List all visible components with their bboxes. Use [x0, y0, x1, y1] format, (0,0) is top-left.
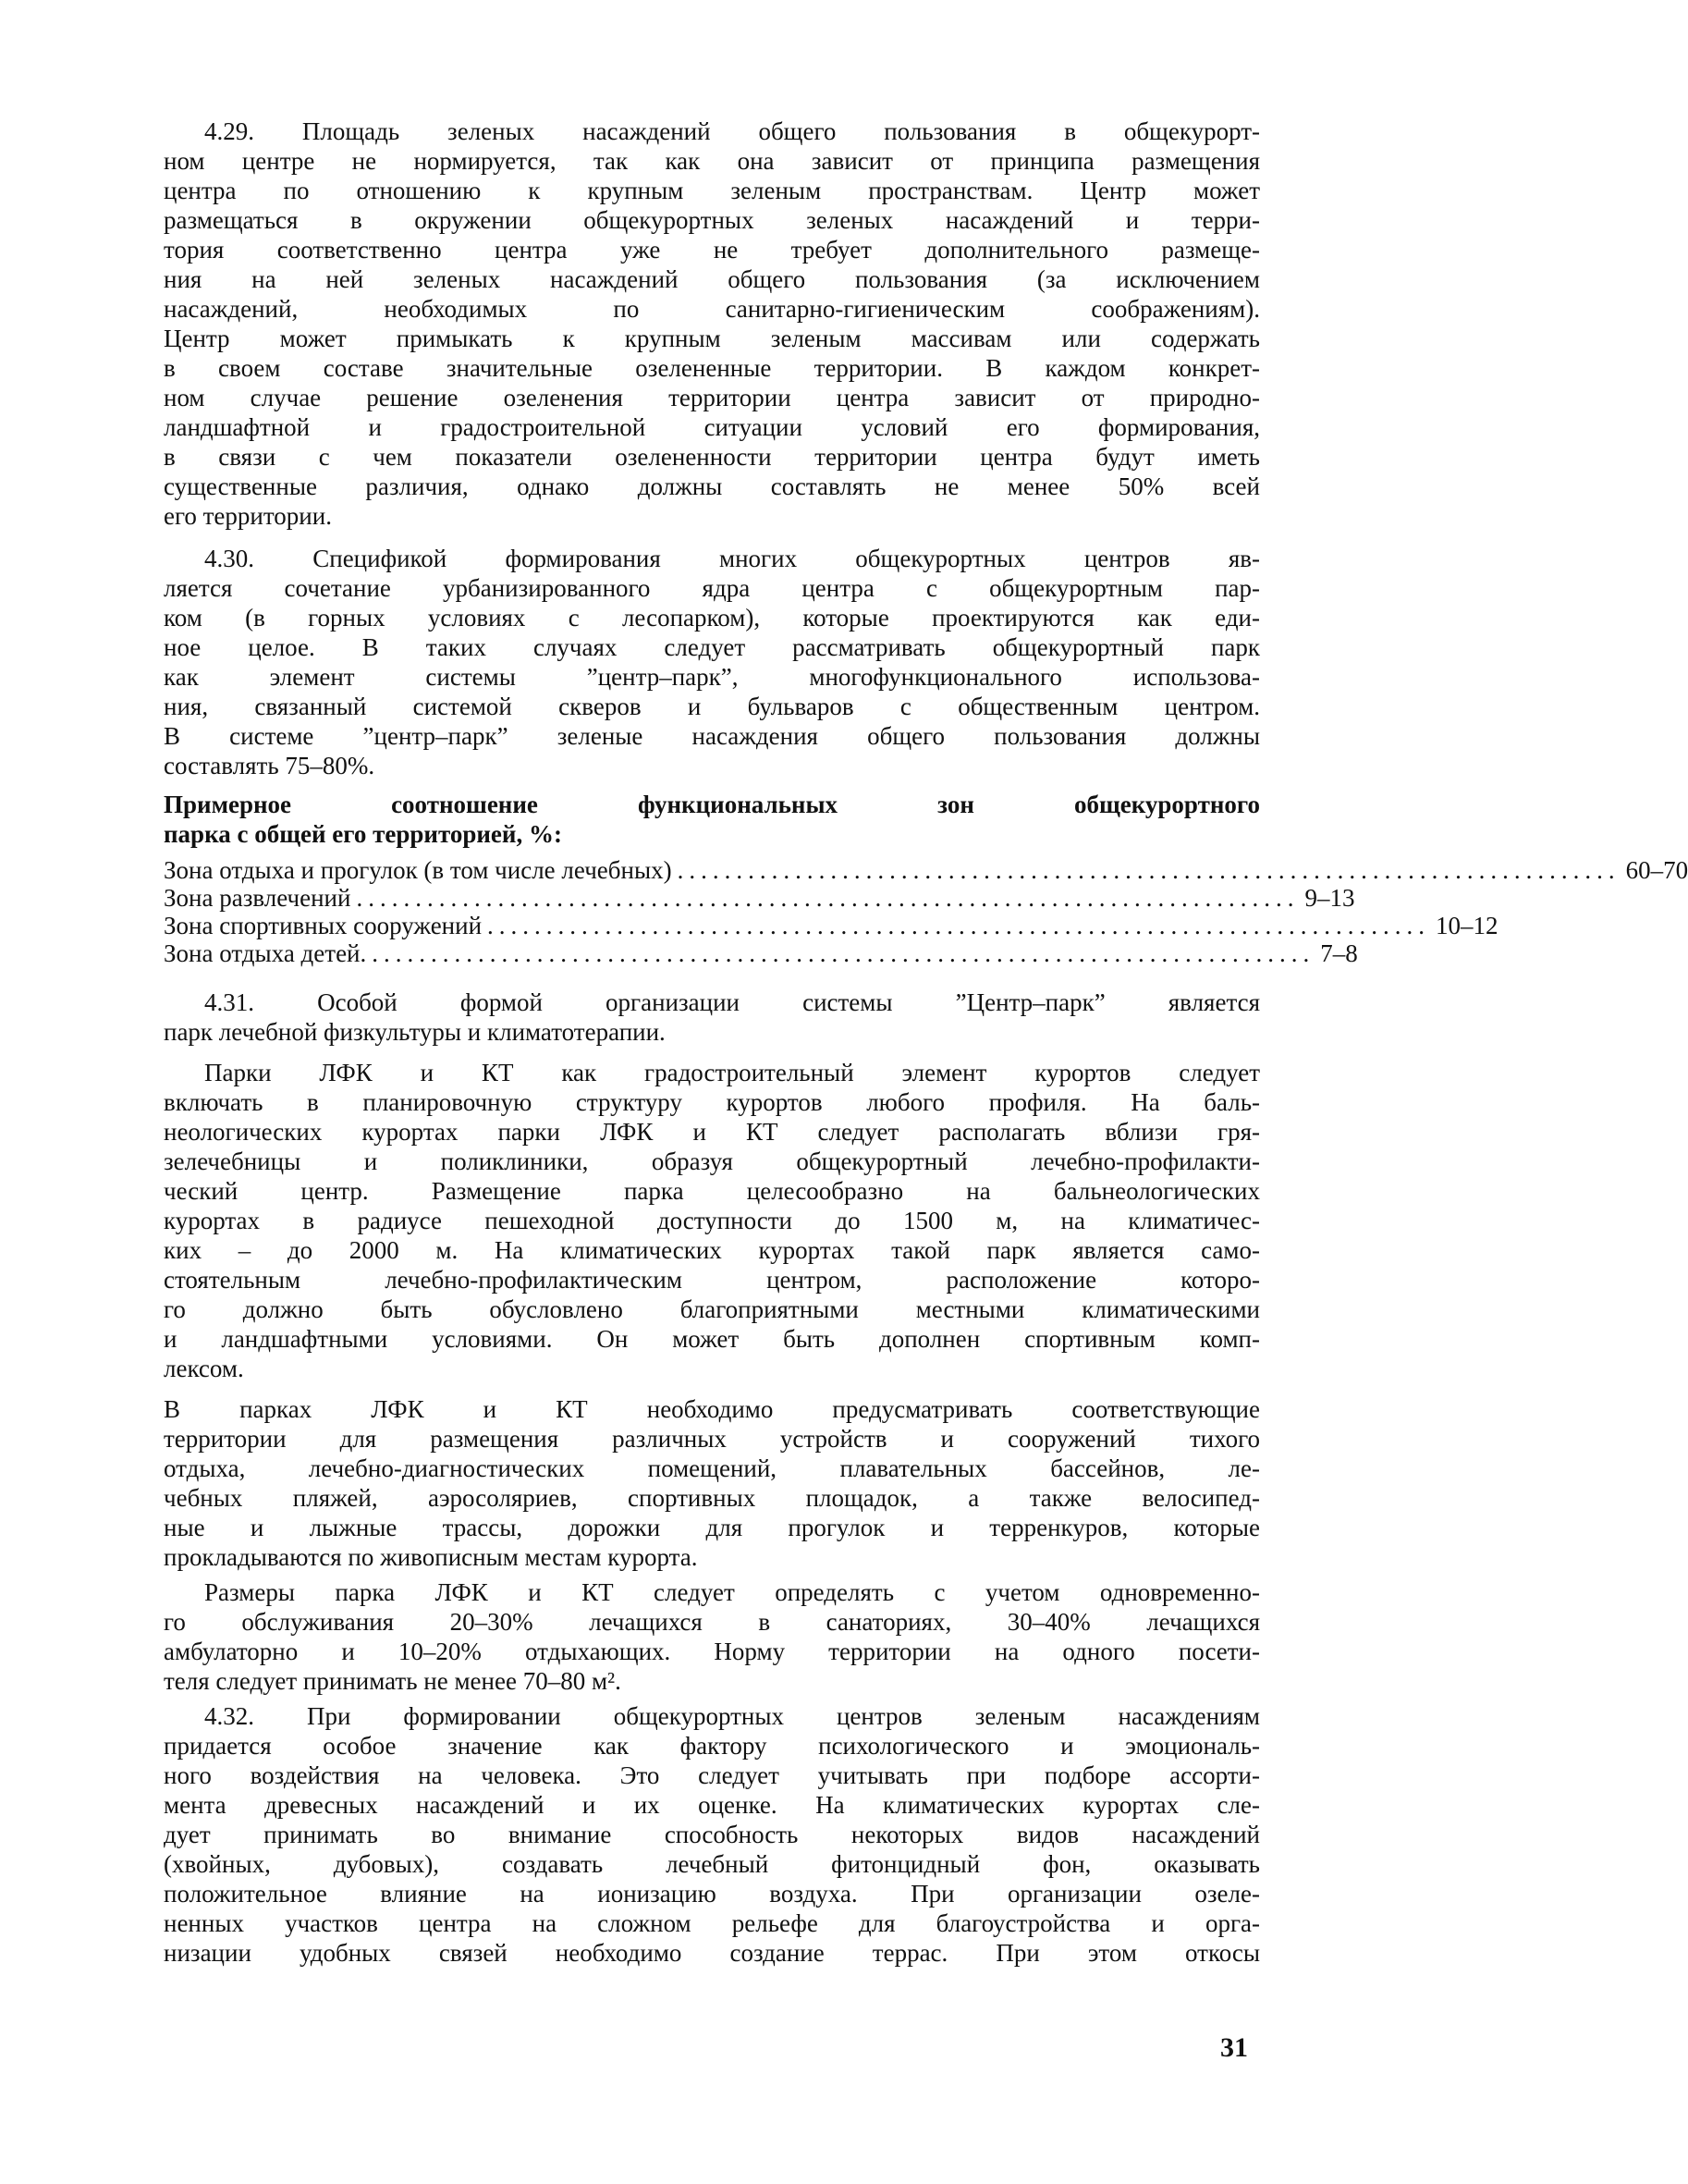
document-body [164, 117, 1688, 1968]
text-line [164, 1607, 1260, 1637]
text-line-content: территории для размещения различных устройств и сооружений тихого [164, 1425, 1260, 1453]
text-line [164, 1513, 1260, 1542]
text-line-content: 4.29. Площадь зеленых насаждений общего пользования в общекурорт- [204, 117, 1260, 145]
text-line-content: курортах в радиусе пешеходной доступности до 1500 м, на климатичес- [164, 1207, 1260, 1234]
text-line-content: его территории. [164, 502, 332, 530]
text-line-content: ком (в горных условиях с лесопарком), которые проектируются как еди- [164, 604, 1260, 632]
text-line [164, 819, 1260, 849]
text-line-content: зелечебницы и поликлиники, образуя общекурортный лечебно-профилакти- [164, 1147, 1260, 1175]
text-line-content: насаждений, необходимых по санитарно-гигиеническим соображениям). [164, 295, 1260, 323]
zone-percentage: 7–8 [1320, 939, 1358, 967]
text-line-content: ненных участков центра на сложном рельефе для благоустройства и орга- [164, 1909, 1260, 1937]
text-line-content: включать в планировочную структуру курортов любого профиля. На баль- [164, 1088, 1260, 1116]
text-line [164, 1761, 1260, 1790]
zone-label: Зона отдыха детей. [164, 939, 367, 967]
section-4-31 [164, 988, 1260, 1047]
text-line-content: чебных пляжей, аэросоляриев, спортивных площадок, а также велосипед- [164, 1484, 1260, 1512]
text-line-content: в своем составе значительные озелененные территории. В каждом конкрет- [164, 354, 1260, 382]
text-line-content: ких – до 2000 м. На климатических курортах такой парк является само- [164, 1236, 1260, 1264]
section-4-32 [164, 1701, 1260, 1968]
text-line-content: ное целое. В таких случаях следует рассматривать общекурортный парк [164, 633, 1260, 661]
text-line [164, 1394, 1260, 1424]
text-line-content: придается особое значение как фактору психологического и эмоциональ- [164, 1732, 1260, 1760]
text-line [164, 1424, 1260, 1454]
text-line [164, 603, 1260, 632]
text-line [164, 1820, 1260, 1849]
zone-percentage: 10–12 [1436, 912, 1498, 939]
section-4-29 [164, 117, 1260, 531]
text-line [164, 1542, 1260, 1572]
text-line-content: составлять 75–80%. [164, 752, 375, 779]
text-line [164, 721, 1260, 751]
section-4-30 [164, 544, 1260, 780]
text-line-content: как элемент системы ”центр–парк”, многофункционального использова- [164, 663, 1260, 691]
text-line-content: центра по отношению к крупным зеленым пространствам. Центр может [164, 177, 1260, 204]
text-line-content: лексом. [164, 1355, 244, 1382]
text-line-content: положительное влияние на ионизацию воздуха. При организации озеле- [164, 1880, 1260, 1908]
text-line [164, 1176, 1260, 1206]
zones-table-row [164, 939, 1358, 967]
dot-leader: ................................................................................ [356, 884, 1300, 912]
text-line-content: размещаться в окружении общекурортных зеленых насаждений и терри- [164, 206, 1260, 234]
text-line-content: низации удобных связей необходимо создание террас. При этом откосы [164, 1939, 1260, 1967]
text-line [164, 442, 1260, 472]
text-line-content: ном случае решение озеленения территории центра зависит от природно- [164, 384, 1260, 411]
text-line [164, 988, 1260, 1017]
text-line-content: В системе ”центр–парк” зеленые насаждения общего пользования должны [164, 722, 1260, 750]
zone-label: Зона отдыха и прогулок (в том числе лечебных) [164, 856, 672, 884]
text-line-content: Примерное соотношение функциональных зон общекурортного [164, 791, 1260, 818]
table-heading [164, 790, 1260, 849]
text-line-content: В парках ЛФК и КТ необходимо предусматривать соответствующие [164, 1395, 1260, 1423]
text-line-content: 4.32. При формировании общекурортных центров зеленым насаждениям [204, 1702, 1260, 1730]
text-line [164, 1790, 1260, 1820]
text-line [164, 1354, 1260, 1383]
text-line [164, 1324, 1260, 1354]
text-line [164, 383, 1260, 412]
zones-table-row [164, 856, 1688, 884]
text-line [164, 412, 1260, 442]
text-line [164, 294, 1260, 324]
paragraph-lfk-parks [164, 1058, 1260, 1383]
text-line-content: дует принимать во внимание способность некоторых видов насаждений [164, 1821, 1260, 1848]
text-line [164, 692, 1260, 721]
text-line [164, 117, 1260, 146]
text-line-content: парк лечебной физкультуры и климатотерапии. [164, 1018, 666, 1046]
text-line [164, 1454, 1260, 1483]
text-line-content: ного воздействия на человека. Это следует учитывать при подборе ассорти- [164, 1761, 1260, 1789]
text-line [164, 1294, 1260, 1324]
text-line [164, 1147, 1260, 1176]
text-line [164, 662, 1260, 692]
text-line [164, 1017, 1260, 1047]
text-line-content: амбулаторно и 10–20% отдыхающих. Норму территории на одного посети- [164, 1638, 1260, 1665]
text-line [164, 1087, 1260, 1117]
text-line [164, 1265, 1260, 1294]
text-line-content: существенные различия, однако должны составлять не менее 50% всей [164, 472, 1260, 500]
zones-table-row [164, 912, 1498, 939]
text-line [164, 1637, 1260, 1666]
text-line-content: ландшафтной и градостроительной ситуации условий его формирования, [164, 413, 1260, 441]
text-line-content: теля следует принимать не менее 70–80 м². [164, 1667, 621, 1695]
text-line [164, 790, 1260, 819]
text-line [164, 353, 1260, 383]
dot-leader: ................................................................................ [677, 856, 1621, 884]
text-line-content: Размеры парка ЛФК и КТ следует определять с учетом одновременно- [204, 1578, 1260, 1606]
text-line [164, 1879, 1260, 1908]
dot-leader: ................................................................................ [487, 912, 1431, 939]
text-line-content: ческий центр. Размещение парка целесообразно на бальнеологических [164, 1177, 1260, 1205]
text-line [164, 264, 1260, 294]
text-line-content: прокладываются по живописным местам курорта. [164, 1543, 698, 1571]
text-line [164, 176, 1260, 205]
text-line-content: ния, связанный системой скверов и бульваров с общественным центром. [164, 693, 1260, 720]
text-line [164, 205, 1260, 235]
paragraph-lfk-territories [164, 1394, 1260, 1572]
text-line-content: го обслуживания 20–30% лечащихся в санаториях, 30–40% лечащихся [164, 1608, 1260, 1636]
zones-table-row [164, 884, 1355, 912]
text-line-content: парка с общей его территорией, %: [164, 820, 562, 848]
text-line-content: 4.31. Особой формой организации системы ”Центр–парк” является [204, 988, 1260, 1016]
zones-table [164, 856, 1688, 967]
text-line-content: (хвойных, дубовых), создавать лечебный фитонцидный фон, оказывать [164, 1850, 1260, 1878]
text-line-content: мента древесных насаждений и их оценке. На климатических курортах сле- [164, 1791, 1260, 1819]
page-number: 31 [1220, 2032, 1248, 2063]
zone-label: Зона спортивных сооружений [164, 912, 483, 939]
text-line-content: го должно быть обусловлено благоприятными местными климатическими [164, 1295, 1260, 1323]
text-line [164, 1235, 1260, 1265]
zone-percentage: 9–13 [1304, 884, 1355, 912]
text-line [164, 1058, 1260, 1087]
text-line [164, 1938, 1260, 1968]
text-line-content: ния на ней зеленых насаждений общего пользования (за исключением [164, 265, 1260, 293]
text-line-content: и ландшафтными условиями. Он может быть дополнен спортивным комп- [164, 1325, 1260, 1353]
text-line-content: ном центре не нормируется, так как она зависит от принципа размещения [164, 147, 1260, 175]
text-line [164, 501, 1260, 531]
text-line [164, 1483, 1260, 1513]
text-line [164, 324, 1260, 353]
text-line [164, 1731, 1260, 1761]
text-line-content: в связи с чем показатели озелененности территории центра будут иметь [164, 443, 1260, 471]
text-line-content: ные и лыжные трассы, дорожки для прогулок и терренкуров, которые [164, 1514, 1260, 1541]
text-line [164, 1117, 1260, 1147]
text-line-content: стоятельным лечебно-профилактическим центром, расположение которо- [164, 1266, 1260, 1294]
text-line [164, 632, 1260, 662]
text-line-content: ляется сочетание урбанизированного ядра центра с общекурортным пар- [164, 574, 1260, 602]
text-line-content: 4.30. Спецификой формирования многих общекурортных центров яв- [204, 545, 1260, 572]
text-line [164, 1206, 1260, 1235]
text-line [164, 235, 1260, 264]
text-line [164, 1577, 1260, 1607]
text-line [164, 544, 1260, 573]
text-line-content: тория соответственно центра уже не требует дополнительного размеще- [164, 236, 1260, 264]
text-line [164, 573, 1260, 603]
text-line [164, 1849, 1260, 1879]
text-line [164, 146, 1260, 176]
text-line [164, 1701, 1260, 1731]
text-line [164, 1666, 1260, 1696]
text-line [164, 472, 1260, 501]
text-line-content: неологических курортах парки ЛФК и КТ следует располагать вблизи гря- [164, 1118, 1260, 1146]
text-line-content: отдыха, лечебно-диагностических помещений, плавательных бассейнов, ле- [164, 1454, 1260, 1482]
text-line [164, 751, 1260, 780]
text-line [164, 1908, 1260, 1938]
zone-label: Зона развлечений [164, 884, 351, 912]
paragraph-lfk-sizes [164, 1577, 1260, 1696]
dot-leader: ................................................................................ [372, 939, 1315, 967]
text-line-content: Центр может примыкать к крупным зеленым массивам или содержать [164, 325, 1260, 352]
text-line-content: Парки ЛФК и КТ как градостроительный элемент курортов следует [204, 1059, 1260, 1086]
zone-percentage: 60–70 [1625, 856, 1688, 884]
